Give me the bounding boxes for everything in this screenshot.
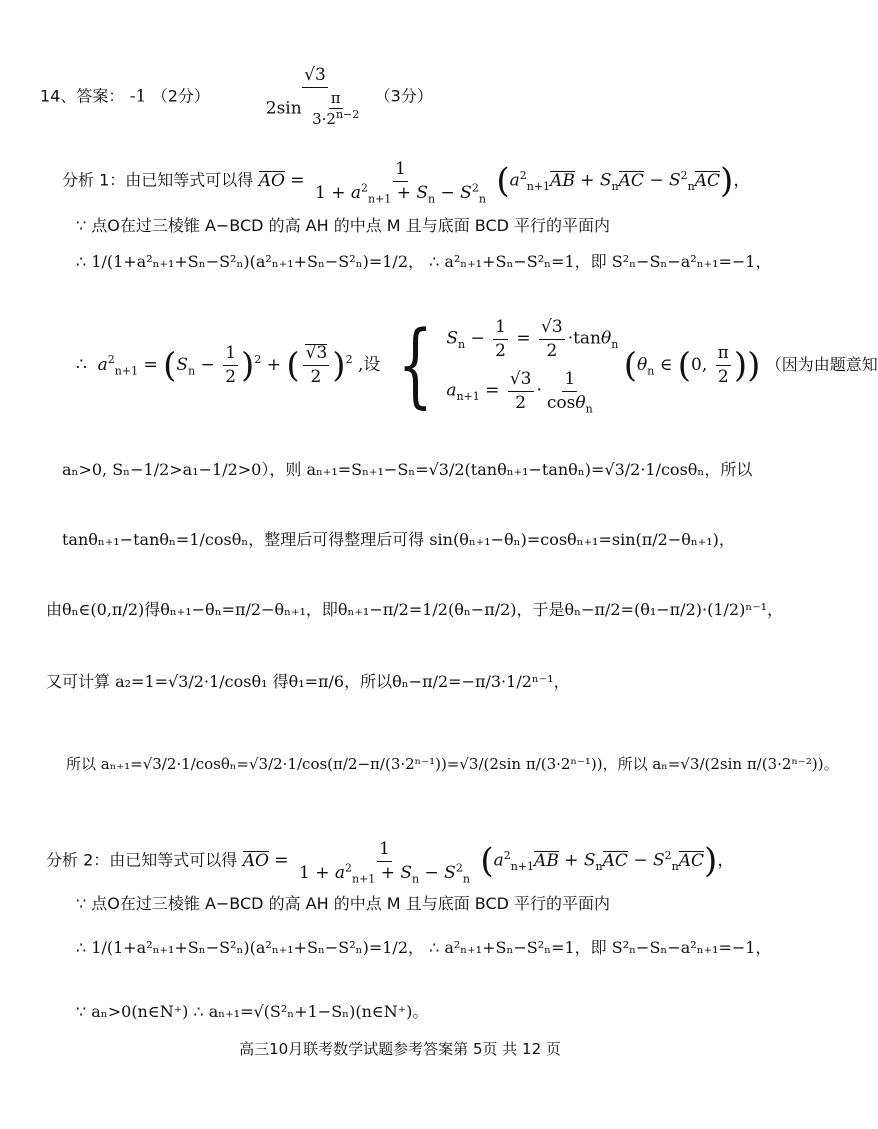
analysis2-line4: ∵ aₙ>0(n∈N⁺) ∴ aₙ₊₁=√(S²ₙ+1−Sₙ)(n∈N⁺)。 <box>76 1002 429 1021</box>
analysis1-line5: aₙ>0, Sₙ−1/2>a₁−1/2>0），则 aₙ₊₁=Sₙ₊₁−Sₙ=√3/2(tanθₙ₊₁−tanθₙ)=√3/2·1/cosθₙ，所以 <box>62 460 753 479</box>
analysis1-line7: 由θₙ∈(0,π/2)得θₙ₊₁−θₙ=π/2−θₙ₊₁，即θₙ₊₁−π/2=1/2(θₙ−π/2)，于是θₙ−π/2=(θ₁−π/2)·(1/2)ⁿ⁻¹， <box>46 600 784 619</box>
analysis1-line3: ∴ 1/(1+a²ₙ₊₁+Sₙ−S²ₙ)(a²ₙ₊₁+Sₙ−S²ₙ)=1/2， ∴ a²ₙ₊₁+Sₙ−S²ₙ=1，即 S²ₙ−Sₙ−a²ₙ₊₁=−1， <box>76 252 772 271</box>
q14-fraction: √3 2sin $\frac{\pi}{3\cdot 2^{n-2}}$ <box>265 65 360 129</box>
analysis1-line9: 所以 aₙ₊₁=√3/2·1/cosθₙ=√3/2·1/cos(π/2−π/(3·2ⁿ⁻¹))=√3/(2sin π/(3·2ⁿ⁻¹))，所以 aₙ=√3/(2sin π/(3·2ⁿ⁻²))。 <box>66 755 839 773</box>
analysis1-title: 分析 1：由已知等式可以得 AO = $\frac{1}{1 + a^2_{n+1} + S_n - S^2_n}$ $(a^2_{n+1}AB + S_nAC - S^2_nAC)$， <box>62 159 751 206</box>
q14-answer: 14、答案： -1 （2分） √3 2sin $\frac{\pi}{3\cdot 2^{n-2}}$ （3分） <box>40 65 433 129</box>
analysis1-line8: 又可计算 a₂=1=√3/2·1/cosθ₁ 得θ₁=π/6，所以θₙ−π/2=−π/3·1/2ⁿ⁻¹， <box>46 672 570 691</box>
analysis1-line4: ∴ $a^2_{n+1} = (S_n$ − $\frac{1}{2}$ )$^2$ + ( $\frac{√3}{2}$ )$^2$ ,设 { $S_n$ − $\frac{1}{2}$ = $\frac{√3}{2}$ ·tanθ$_n$ $a_{n+1}$ = $\frac{√3}{2}$ · $\frac{1}{\cos\theta_n}$ ($\theta_n$ ∈ (0, $\frac{\pi}{2}$ )) （因为由题意知 <box>76 311 878 419</box>
cases-system: { $S_n$ − $\frac{1}{2}$ = $\frac{√3}{2}$ ·tanθ$_n$ $a_{n+1}$ = $\frac{√3}{2}$ · $\frac{1}{\cos\theta_n}$ <box>397 311 619 419</box>
analysis2-condition: ∵ 点O在过三棱锥 A−BCD 的高 AH 的中点 M 且与底面 BCD 平行的平面内 <box>76 894 611 913</box>
analysis1-line6: tanθₙ₊₁−tanθₙ=1/cosθₙ，整理后可得整理后可得 sin(θₙ₊₁−θₙ)=cosθₙ₊₁=sin(π/2−θₙ₊₁)， <box>62 530 735 549</box>
analysis2-line3: ∴ 1/(1+a²ₙ₊₁+Sₙ−S²ₙ)(a²ₙ₊₁+Sₙ−S²ₙ)=1/2， ∴ a²ₙ₊₁+Sₙ−S²ₙ=1，即 S²ₙ−Sₙ−a²ₙ₊₁=−1， <box>76 938 772 957</box>
analysis2-title: 分析 2：由已知等式可以得 AO = $\frac{1}{1 + a^2_{n+1} + S_n - S^2_n}$ $(a^2_{n+1}AB + S_nAC - S^2_nAC)$， <box>46 839 735 886</box>
page-footer: 高三10月联考数学试题参考答案第 5页 共 12 页 <box>239 1040 561 1058</box>
analysis1-condition: ∵ 点O在过三棱锥 A−BCD 的高 AH 的中点 M 且与底面 BCD 平行的平面内 <box>76 216 611 235</box>
